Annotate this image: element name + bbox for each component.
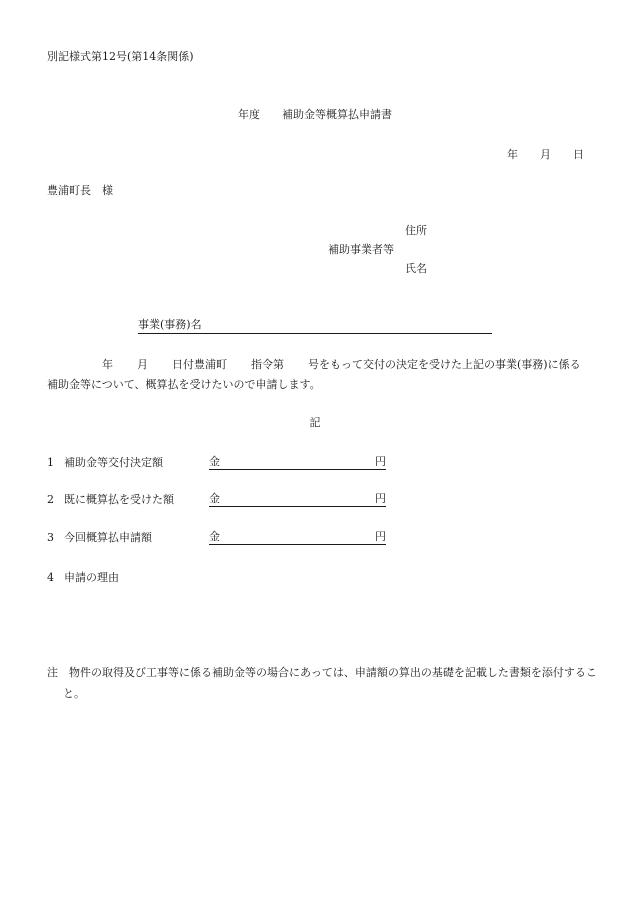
currency-unit: 円 xyxy=(375,455,386,468)
request-amount-field[interactable] xyxy=(209,530,386,545)
item-label: 補助金等交付決定額 xyxy=(64,455,163,469)
item-label: 申請の理由 xyxy=(64,571,119,584)
recipient: 豊浦町長 様 xyxy=(47,184,113,197)
applicant-role-label: 補助事業者等 xyxy=(328,243,394,256)
document-title: 年度 補助金等概算払申請書 xyxy=(238,108,392,121)
date-line xyxy=(507,148,584,162)
date-year: 年 xyxy=(507,148,518,161)
body-rest: 号をもって交付の決定を受けた上記の事業(事務)に係る補助金等について、概算払を受けたいので申請します。 xyxy=(47,358,581,391)
currency-prefix: 金 xyxy=(209,492,220,505)
body-directive: 指令第 xyxy=(251,358,284,371)
body-month: 月 xyxy=(137,358,148,371)
item-number: 2 xyxy=(47,492,54,506)
item-received-amount xyxy=(47,492,386,507)
date-month: 月 xyxy=(540,148,551,161)
item-number: 3 xyxy=(47,530,54,544)
currency-prefix: 金 xyxy=(209,455,220,468)
application-body-text xyxy=(47,355,587,395)
item-number: 4 xyxy=(47,571,54,584)
item-request-amount xyxy=(47,530,386,545)
item-decided-amount xyxy=(47,455,386,470)
applicant-name-label: 氏名 xyxy=(405,262,427,275)
applicant-address-label: 住所 xyxy=(405,224,427,237)
body-year: 年 xyxy=(102,358,113,371)
item-label: 今回概算払申請額 xyxy=(64,530,152,544)
item-label: 既に概算払を受けた額 xyxy=(64,492,174,506)
date-day: 日 xyxy=(573,148,584,161)
body-day-town: 日付豊浦町 xyxy=(172,358,227,371)
form-number: 別記様式第12号(第14条関係) xyxy=(47,50,194,63)
project-name-label: 事業(事務)名 xyxy=(138,318,202,331)
decided-amount-field[interactable] xyxy=(209,455,386,470)
item-reason xyxy=(47,571,209,585)
ki-heading: 記 xyxy=(309,416,321,429)
currency-unit: 円 xyxy=(375,492,386,505)
currency-unit: 円 xyxy=(375,530,386,543)
currency-prefix: 金 xyxy=(209,530,220,543)
item-number: 1 xyxy=(47,455,54,469)
project-name-field[interactable] xyxy=(138,318,492,334)
received-amount-field[interactable] xyxy=(209,492,386,507)
footnote: 注 物件の取得及び工事等に係る補助金等の場合にあっては、申請額の算出の基礎を記載した書類を添付すること。 xyxy=(47,666,597,700)
